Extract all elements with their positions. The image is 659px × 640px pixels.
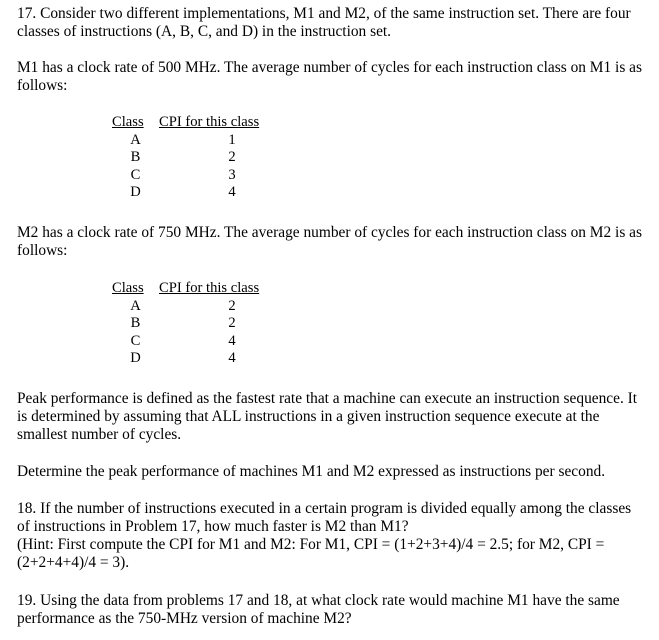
class-cell: A [130,297,141,314]
cpi-cell: 4 [228,332,236,349]
cpi-cell: 3 [228,166,236,183]
m2-description: M2 has a clock rate of 750 MHz. The average number of cycles for each instruction class on M2 is as follows: [17,224,642,259]
table-row [112,333,259,351]
m1-cpi-table [112,114,259,202]
table-row [112,132,259,150]
problem-18-hint: (Hint: First compute the CPI for M1 and M2: For M1, CPI = (1+2+3+4)/4 = 2.5; for M2, CPI = (2+2+4+4)/4 = 3). [17,536,605,571]
table-row [112,167,259,185]
problem-number: 17 [17,5,33,22]
table-row [112,184,259,202]
problem-18-text: If the number of instructions executed in a certain program is divided equally among the classes of instructions in Problem 17, how much faster is M2 than M1? [17,500,632,535]
class-cell: B [130,149,141,165]
problem-19-text: Using the data from problems 17 and 18, at what clock rate would machine M1 have the same performance as the 750-MHz version of machine M2? [17,592,620,627]
cpi-cell: 4 [228,350,236,366]
class-cell: B [130,315,141,331]
cpi-cell: 4 [228,184,236,200]
problem-number: 18 [17,500,33,517]
class-header: Class [112,114,144,130]
table-header-row [112,280,259,298]
class-cell: A [130,131,141,148]
class-header: Class [112,280,144,296]
problem-17-intro-text: Consider two different implementations, M1 and M2, of the same instruction set. There are four classes of instructions (A, B, C, and D) in the instruction set. [17,5,631,40]
table-row [112,350,259,368]
class-cell: D [130,184,141,200]
m2-cpi-table [112,280,259,368]
cpi-cell: 2 [228,297,236,314]
problem-number: 19 [17,592,33,609]
peak-performance-definition: Peak performance is defined as the fastest rate that a machine can execute an instruction sequence. It is determined by assuming that ALL instructions in a given instruction sequence execute at the smallest number of cycles. [17,390,638,443]
table-header-row [112,114,259,132]
table-row [112,149,259,167]
table-row [112,298,259,316]
problem-18: 18. If the number of instructions executed in a certain program is divided equally among the classes of instructions in Problem 17, how much faster is M2 than M1? (Hint: First compute the CPI for M1 and M2: For M1, CPI = (1+2+3+4)/4 = 2.5; for M2, CPI = (2+2+4+4)/4 = 3). [17,500,632,571]
problem-17-intro: 17. Consider two different implementations, M1 and M2, of the same instruction set. There are four classes of instructions (A, B, C, and D) in the instruction set. [17,5,631,40]
cpi-cell: 2 [228,149,236,165]
m1-description: M1 has a clock rate of 500 MHz. The average number of cycles for each instruction class on M1 is as follows: [17,59,642,94]
class-cell: C [130,332,141,349]
problem-19: 19. Using the data from problems 17 and 18, at what clock rate would machine M1 have the same performance as the 750-MHz version of machine M2? [17,592,620,627]
cpi-cell: 1 [228,131,236,148]
problem-17-question: Determine the peak performance of machines M1 and M2 expressed as instructions per second. [17,463,606,480]
cpi-cell: 2 [228,315,236,331]
class-cell: D [130,350,141,366]
cpi-header: CPI for this class [159,280,260,296]
cpi-header: CPI for this class [159,114,260,130]
table-row [112,315,259,333]
class-cell: C [130,166,141,183]
